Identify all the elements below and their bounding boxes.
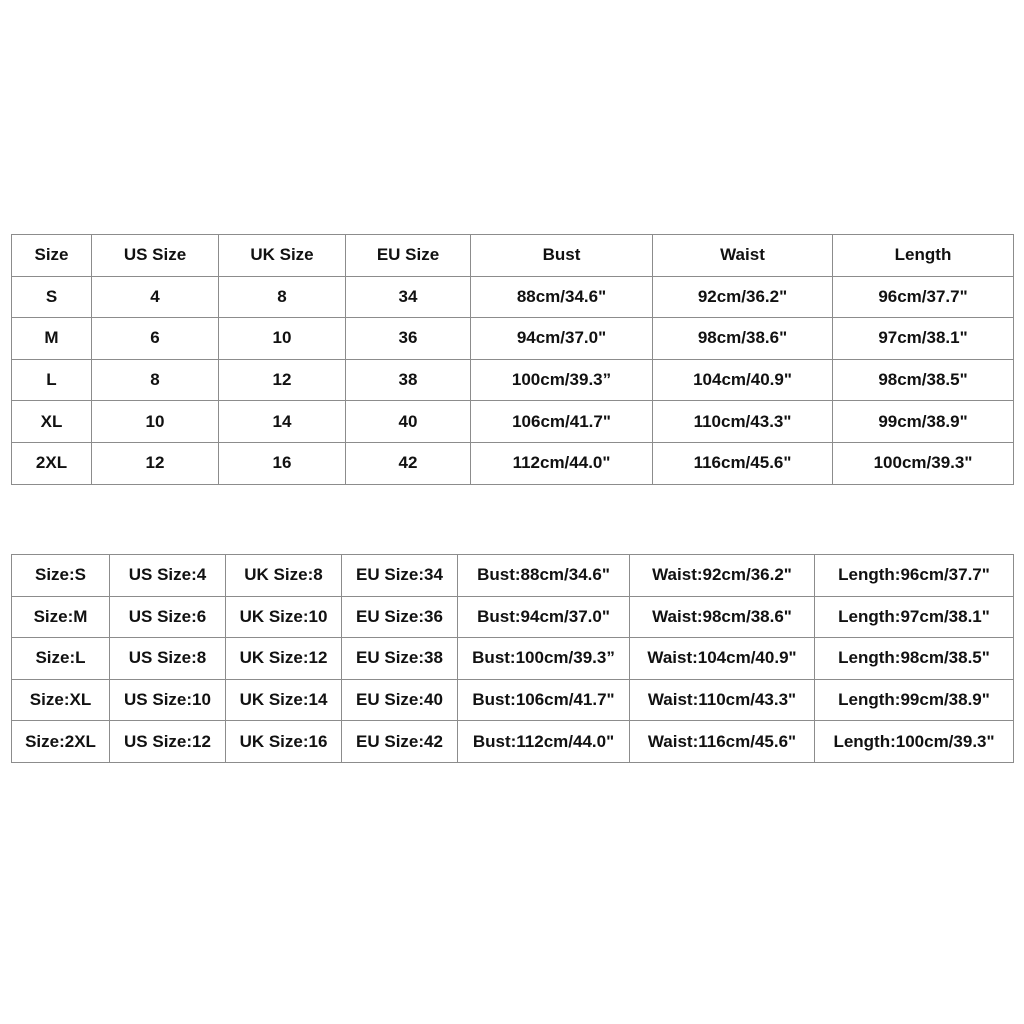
table-cell: 14	[219, 401, 346, 443]
table-cell: Size:S	[12, 555, 110, 597]
table-cell: 96cm/37.7"	[833, 276, 1014, 318]
table-cell: Length:100cm/39.3"	[815, 721, 1014, 763]
table-cell: 98cm/38.6"	[653, 318, 833, 360]
table-cell: 38	[346, 359, 471, 401]
table-row	[12, 679, 1014, 721]
table-cell: Length:96cm/37.7"	[815, 555, 1014, 597]
table-cell: Length:99cm/38.9"	[815, 679, 1014, 721]
table-cell: 10	[219, 318, 346, 360]
table-row	[12, 555, 1014, 597]
table-cell: Waist:98cm/38.6"	[630, 596, 815, 638]
table-cell: EU Size:40	[342, 679, 458, 721]
table-cell: US Size:12	[110, 721, 226, 763]
table-cell: Size:M	[12, 596, 110, 638]
table-cell: 88cm/34.6"	[471, 276, 653, 318]
table-cell: 106cm/41.7"	[471, 401, 653, 443]
table-cell: Length:98cm/38.5"	[815, 638, 1014, 680]
table-cell: Bust:94cm/37.0"	[458, 596, 630, 638]
header-cell: EU Size	[346, 235, 471, 277]
table-cell: 10	[92, 401, 219, 443]
table-cell: Bust:112cm/44.0"	[458, 721, 630, 763]
table-cell: UK Size:8	[226, 555, 342, 597]
table-cell: 112cm/44.0"	[471, 442, 653, 484]
table-cell: 92cm/36.2"	[653, 276, 833, 318]
table-cell: Waist:110cm/43.3"	[630, 679, 815, 721]
table-cell: 12	[219, 359, 346, 401]
table-cell: 2XL	[12, 442, 92, 484]
table-cell: Size:L	[12, 638, 110, 680]
table-cell: 40	[346, 401, 471, 443]
table-cell: US Size:4	[110, 555, 226, 597]
header-cell: UK Size	[219, 235, 346, 277]
table-row	[12, 442, 1014, 484]
table-cell: 34	[346, 276, 471, 318]
table-cell: EU Size:38	[342, 638, 458, 680]
table-cell: 6	[92, 318, 219, 360]
table-cell: 100cm/39.3"	[833, 442, 1014, 484]
table-row	[12, 638, 1014, 680]
size-chart-table	[11, 234, 1014, 485]
table-cell: UK Size:12	[226, 638, 342, 680]
table-cell: 8	[92, 359, 219, 401]
table-cell: Length:97cm/38.1"	[815, 596, 1014, 638]
table-cell: 98cm/38.5"	[833, 359, 1014, 401]
table-cell: US Size:8	[110, 638, 226, 680]
table-cell: 110cm/43.3"	[653, 401, 833, 443]
table-row	[12, 401, 1014, 443]
table-cell: 16	[219, 442, 346, 484]
table-cell: EU Size:36	[342, 596, 458, 638]
table-cell: Size:XL	[12, 679, 110, 721]
table-cell: Waist:92cm/36.2"	[630, 555, 815, 597]
table-cell: 94cm/37.0"	[471, 318, 653, 360]
table-cell: 100cm/39.3”	[471, 359, 653, 401]
table-cell: Waist:104cm/40.9"	[630, 638, 815, 680]
table-cell: Waist:116cm/45.6"	[630, 721, 815, 763]
table-cell: 104cm/40.9"	[653, 359, 833, 401]
table-cell: US Size:10	[110, 679, 226, 721]
size-chart-inline-table	[11, 554, 1014, 763]
table-cell: Bust:100cm/39.3”	[458, 638, 630, 680]
header-cell: Waist	[653, 235, 833, 277]
table-cell: 8	[219, 276, 346, 318]
table-cell: EU Size:42	[342, 721, 458, 763]
table-row	[12, 276, 1014, 318]
table-cell: M	[12, 318, 92, 360]
table-cell: 4	[92, 276, 219, 318]
table-row	[12, 721, 1014, 763]
header-cell: Size	[12, 235, 92, 277]
header-cell: Bust	[471, 235, 653, 277]
table-cell: 36	[346, 318, 471, 360]
table-cell: Bust:88cm/34.6"	[458, 555, 630, 597]
table-cell: UK Size:14	[226, 679, 342, 721]
table-cell: 42	[346, 442, 471, 484]
table-cell: Bust:106cm/41.7"	[458, 679, 630, 721]
table-cell: 97cm/38.1"	[833, 318, 1014, 360]
table-row	[12, 318, 1014, 360]
table-cell: 99cm/38.9"	[833, 401, 1014, 443]
table-row	[12, 359, 1014, 401]
table-row	[12, 596, 1014, 638]
table-cell: Size:2XL	[12, 721, 110, 763]
table-cell: 116cm/45.6"	[653, 442, 833, 484]
table-cell: UK Size:16	[226, 721, 342, 763]
table-cell: 12	[92, 442, 219, 484]
table-cell: EU Size:34	[342, 555, 458, 597]
table-header-row	[12, 235, 1014, 277]
header-cell: US Size	[92, 235, 219, 277]
table-cell: US Size:6	[110, 596, 226, 638]
table-cell: S	[12, 276, 92, 318]
table-cell: L	[12, 359, 92, 401]
table-cell: XL	[12, 401, 92, 443]
header-cell: Length	[833, 235, 1014, 277]
table-cell: UK Size:10	[226, 596, 342, 638]
